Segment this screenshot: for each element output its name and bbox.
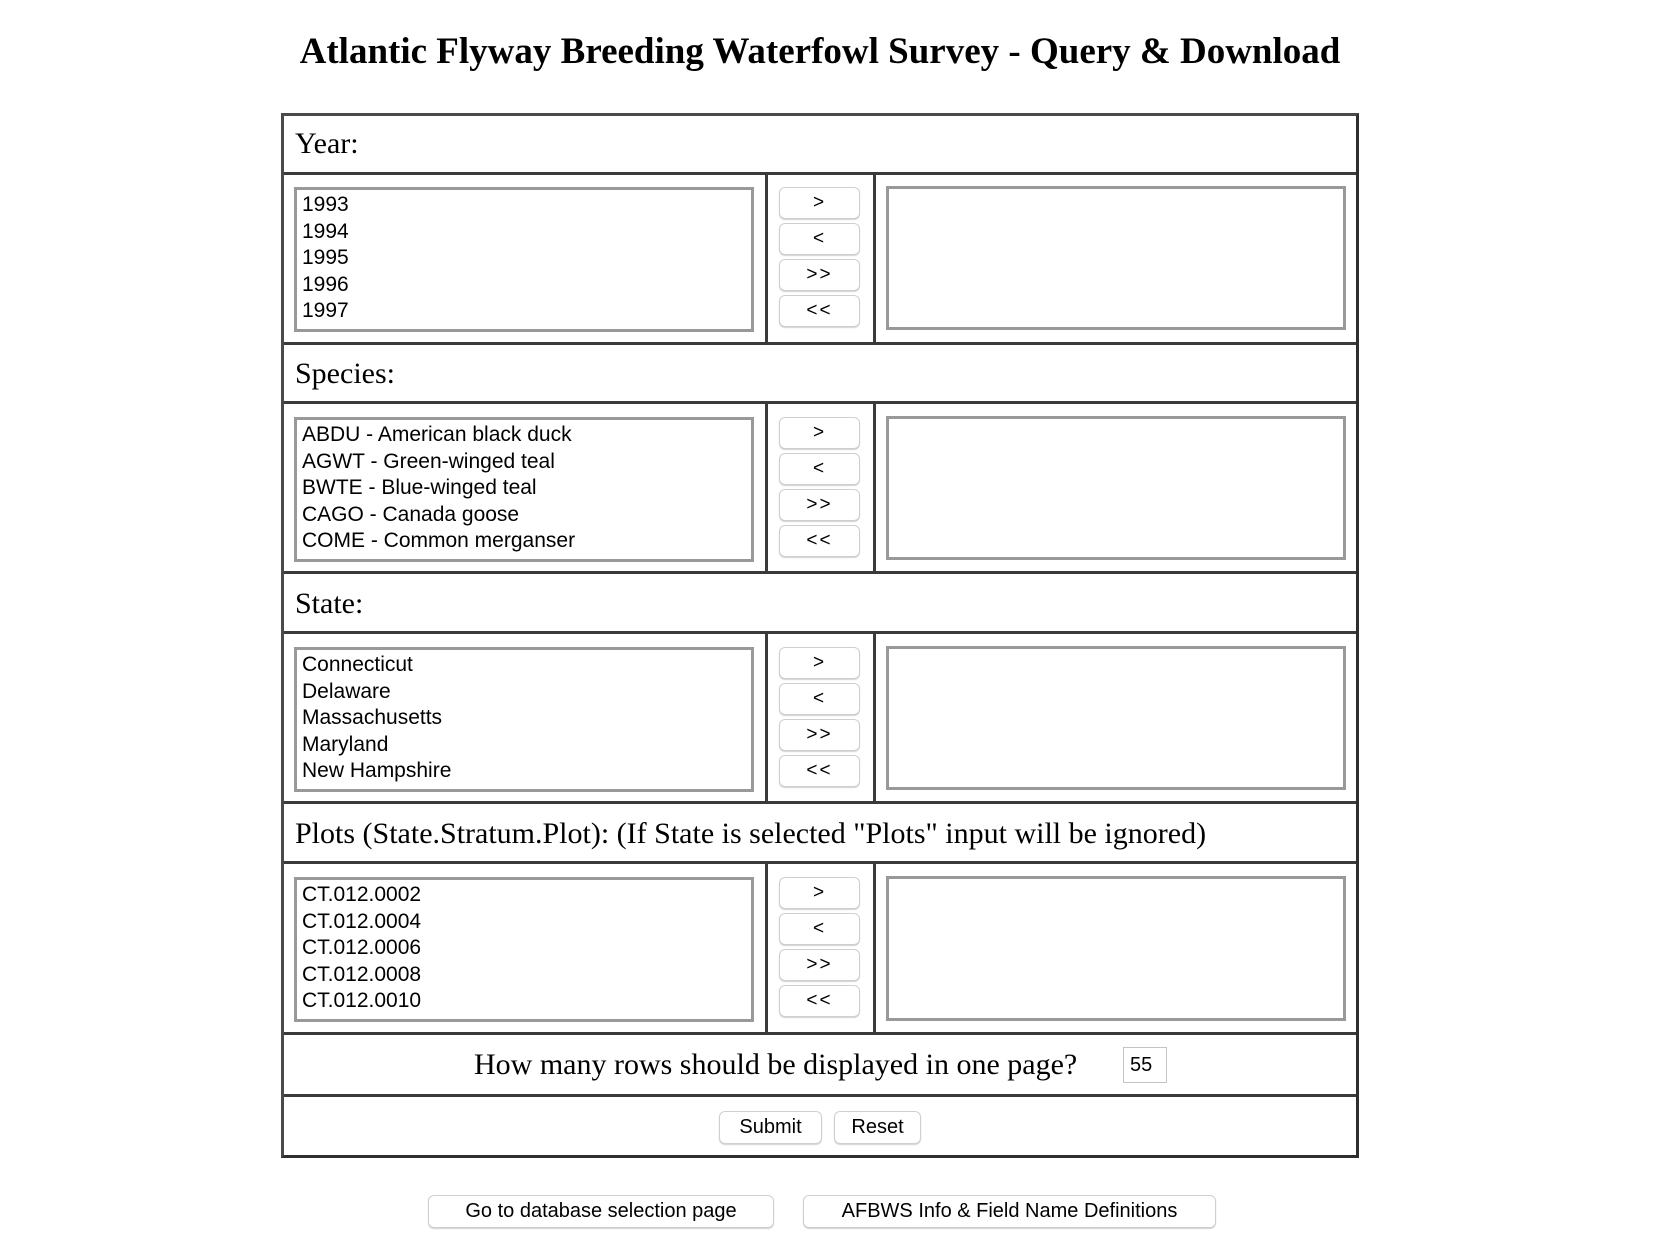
row-divider [284,342,1356,345]
state-remove-button[interactable]: < [779,683,860,715]
plots-add-all-button[interactable]: >> [779,949,860,981]
afbws-info-button[interactable]: AFBWS Info & Field Name Definitions [803,1195,1216,1228]
column-divider [873,175,876,342]
column-divider [873,634,876,801]
column-divider [873,864,876,1032]
year-label: Year: [295,127,359,160]
species-available-list[interactable] [294,417,754,562]
row-divider [284,1032,1356,1035]
state-option[interactable]: New Hampshire [302,759,452,782]
year-option[interactable]: 1995 [302,246,349,269]
species-option[interactable]: AGWT - Green-winged teal [302,449,555,473]
state-option[interactable]: Maryland [302,732,389,756]
species-add-all-button[interactable]: >> [779,489,860,521]
state-add-all-button[interactable]: >> [779,719,860,751]
row-divider [284,861,1356,864]
database-selection-button[interactable]: Go to database selection page [428,1195,774,1228]
year-option[interactable]: 1996 [302,272,349,296]
year-option[interactable]: 1993 [302,193,349,216]
state-option[interactable]: Connecticut [302,653,413,676]
species-option[interactable]: ABDU - American black duck [302,423,572,446]
state-option[interactable]: Delaware [302,679,391,703]
species-remove-button[interactable]: < [779,453,860,485]
column-divider [873,404,876,571]
column-divider [765,175,768,342]
species-option[interactable]: CAGO - Canada goose [302,502,520,526]
plot-option[interactable]: CT.012.0004 [302,909,422,933]
row-divider [284,172,1356,175]
row-divider [284,1094,1356,1097]
species-label: Species: [295,357,395,390]
year-option[interactable]: 1994 [302,219,349,243]
plots-add-button[interactable]: > [779,877,860,909]
year-add-button[interactable]: > [779,187,860,219]
species-add-button[interactable]: > [779,417,860,449]
plots-remove-all-button[interactable]: << [779,985,860,1017]
state-option[interactable]: Massachusetts [302,706,443,729]
column-divider [765,864,768,1032]
species-selected-list[interactable] [886,416,1346,560]
column-divider [765,404,768,571]
year-remove-all-button[interactable]: << [779,295,860,327]
rows-per-page-input[interactable]: 55 [1123,1047,1167,1083]
state-selected-list[interactable] [886,646,1346,790]
plots-selected-list[interactable] [886,876,1346,1021]
year-option[interactable]: 1997 [302,299,349,322]
state-available-list[interactable] [294,647,754,792]
plot-option[interactable]: CT.012.0008 [302,962,422,986]
column-divider [765,634,768,801]
year-add-all-button[interactable]: >> [779,259,860,291]
submit-button[interactable]: Submit [719,1111,822,1144]
plot-option[interactable]: CT.012.0006 [302,936,422,959]
plot-option[interactable]: CT.012.0010 [302,989,422,1012]
species-option[interactable]: COME - Common merganser [302,529,576,552]
year-remove-button[interactable]: < [779,223,860,255]
year-selected-list[interactable] [886,186,1346,330]
plots-label: Plots (State.Stratum.Plot): (If State is selected "Plots" input will be ignored) [295,817,1207,850]
row-divider [284,631,1356,634]
rows-per-page-label: How many rows should be displayed in one page? [474,1048,1078,1081]
year-available-list[interactable] [294,187,754,332]
row-divider [284,571,1356,574]
plots-remove-button[interactable]: < [779,913,860,945]
species-option[interactable]: BWTE - Blue-winged teal [302,476,537,499]
row-divider [284,801,1356,804]
species-remove-all-button[interactable]: << [779,525,860,557]
reset-button[interactable]: Reset [834,1111,921,1144]
plots-available-list[interactable] [294,877,754,1022]
state-remove-all-button[interactable]: << [779,755,860,787]
state-add-button[interactable]: > [779,647,860,679]
plot-option[interactable]: CT.012.0002 [302,883,422,906]
row-divider [284,401,1356,404]
state-label: State: [295,587,364,620]
page-title: Atlantic Flyway Breeding Waterfowl Survey - Query & Download [299,31,1341,72]
